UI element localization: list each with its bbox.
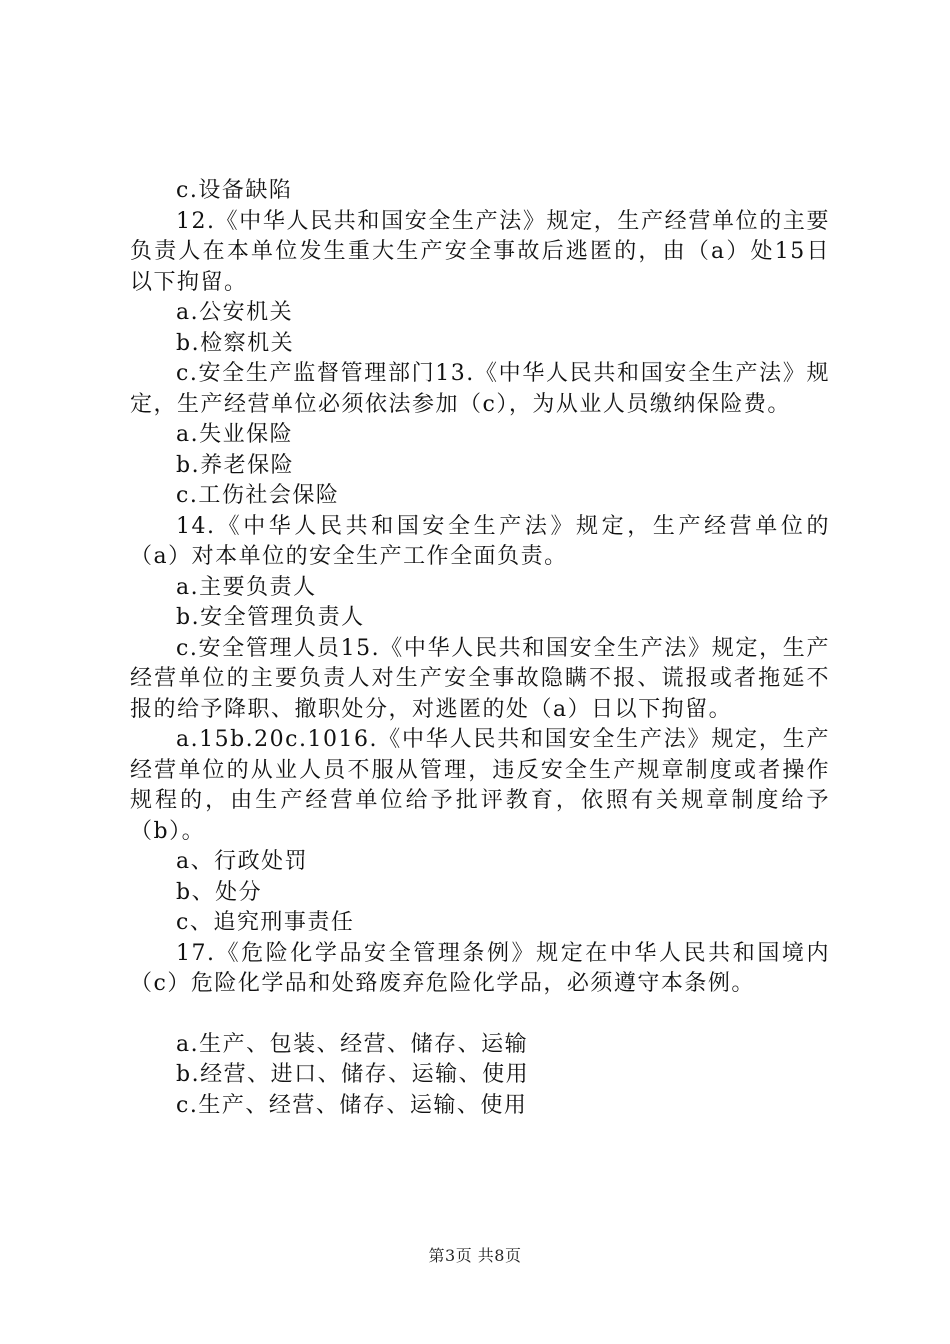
blank-line xyxy=(130,1000,830,1030)
option-line: a.失业保险 xyxy=(176,422,294,447)
question-paragraph: 12.《中华人民共和国安全生产法》规定，生产经营单位的主要负责人在本单位发生重大生产安全事故后逃匿的，由（a）处15日以下拘留。 xyxy=(130,208,830,295)
question-paragraph: c.安全管理人员15.《中华人民共和国安全生产法》规定，生产经营单位的主要负责人对生产安全事故隐瞒不报、谎报或者拖延不报的给予降职、撤职处分，对逃匿的处（a）日以下拘留。 xyxy=(130,635,830,722)
option-line: b.经营、进口、储存、运输、使用 xyxy=(176,1062,530,1087)
option-line: b.养老保险 xyxy=(176,452,295,478)
document-body xyxy=(130,176,830,1121)
question-paragraph: c.安全生产监督管理部门13.《中华人民共和国安全生产法》规定，生产经营单位必须依法参加（c），为从业人员缴纳保险费。 xyxy=(130,361,830,417)
option-line: c.生产、经营、储存、运输、使用 xyxy=(176,1092,528,1118)
question-paragraph: 14.《中华人民共和国安全生产法》规定，生产经营单位的（a）对本单位的安全生产工作全面负责。 xyxy=(130,513,830,569)
question-paragraph: a.15b.20c.1016.《中华人民共和国安全生产法》规定，生产经营单位的从业人员不服从管理，违反安全生产规章制度或者操作规程的，由生产经营单位给予批评教育，依照有关规章制度给予（b）。 xyxy=(130,727,830,844)
option-line: c、追究刑事责任 xyxy=(176,910,355,935)
page-number-footer: 第3页 共8页 xyxy=(428,1246,522,1265)
option-line: a.公安机关 xyxy=(176,300,294,325)
option-line: b、处分 xyxy=(176,879,263,905)
option-line: a.生产、包装、经营、储存、运输 xyxy=(176,1031,529,1057)
question-paragraph: 17.《危险化学品安全管理条例》规定在中华人民共和国境内（c）危险化学品和处臵废弃危险化学品，必须遵守本条例。 xyxy=(130,940,830,996)
option-line: b.检察机关 xyxy=(176,330,295,356)
option-line: a.主要负责人 xyxy=(176,574,317,600)
option-line: b.安全管理负责人 xyxy=(176,605,365,630)
option-line: a、行政处罚 xyxy=(176,849,309,874)
option-line: c.设备缺陷 xyxy=(176,178,293,203)
option-line: c.工伤社会保险 xyxy=(176,483,340,508)
